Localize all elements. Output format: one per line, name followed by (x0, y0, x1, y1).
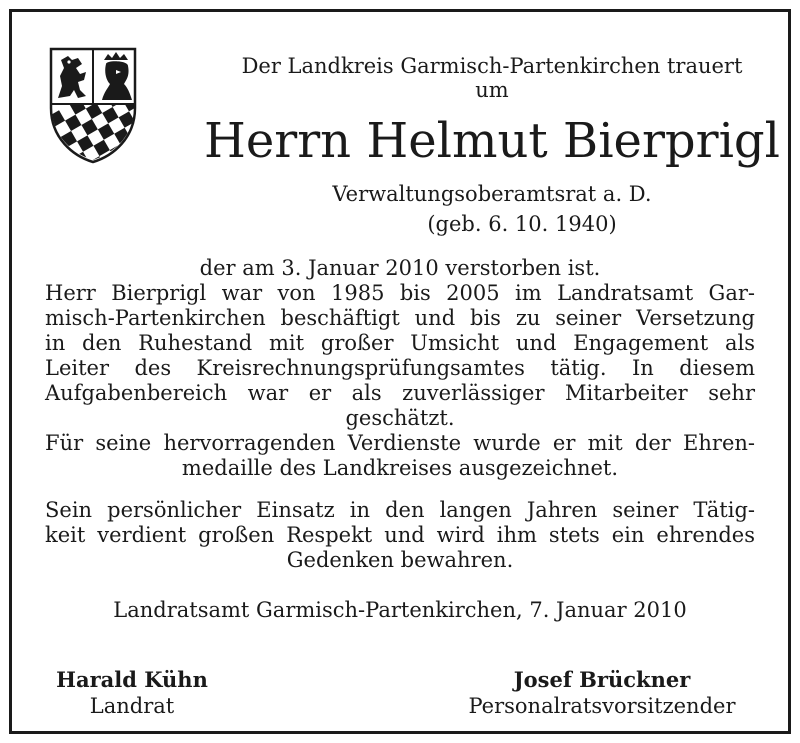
body-line: in den Ruhestand mit großer Umsicht und Engagement als (45, 331, 755, 355)
intro-text (192, 54, 792, 102)
body-line: Leiter des Kreisrechnungsprüfungsamtes tätig. In diesem (45, 356, 755, 380)
coat-of-arms-icon (48, 46, 138, 164)
intro-line: Der Landkreis Garmisch-Partenkirchen trauert (241, 54, 743, 78)
tribute-line: Sein persönlicher Einsatz in den langen Jahren seiner Tätig- (45, 498, 755, 522)
body-line: der am 3. Januar 2010 verstorben ist. (199, 256, 601, 280)
birth-date: (geb. 6. 10. 1940) (427, 212, 617, 236)
deceased-title: Verwaltungsoberamtsrat a. D. (332, 182, 652, 206)
signatory-role: Personalratsvorsitzender (468, 694, 736, 718)
signature-block (452, 666, 752, 720)
signatory-name: Harald Kühn (56, 667, 208, 692)
body-line: medaille des Landkreises ausgezeichnet. (181, 456, 619, 480)
closing-place-date: Landratsamt Garmisch-Partenkirchen, 7. Januar 2010 (113, 598, 687, 622)
body-line: Aufgabenbereich war er als zuverlässiger Mitarbeiter sehr (45, 381, 755, 405)
obituary-notice (9, 9, 791, 734)
tribute-line: keit verdient großen Respekt und wird ihm stets ein ehrendes (45, 523, 755, 547)
body-line: Für seine hervorragenden Verdienste wurde er mit der Ehren- (45, 431, 755, 455)
body-line: Herr Bierprigl war von 1985 bis 2005 im Landratsamt Gar- (45, 281, 755, 305)
body-text (45, 256, 755, 573)
signatory-role: Landrat (89, 694, 175, 718)
signature-block (42, 666, 222, 720)
deceased-name: Herrn Helmut Bierprigl (204, 113, 780, 169)
body-line: geschätzt. (345, 406, 455, 430)
tribute-line: Gedenken bewahren. (286, 548, 514, 572)
body-line: misch-Partenkirchen beschäftigt und bis zu seiner Versetzung (45, 306, 755, 330)
intro-line: um (475, 78, 509, 102)
signatory-name: Josef Brückner (513, 667, 691, 692)
